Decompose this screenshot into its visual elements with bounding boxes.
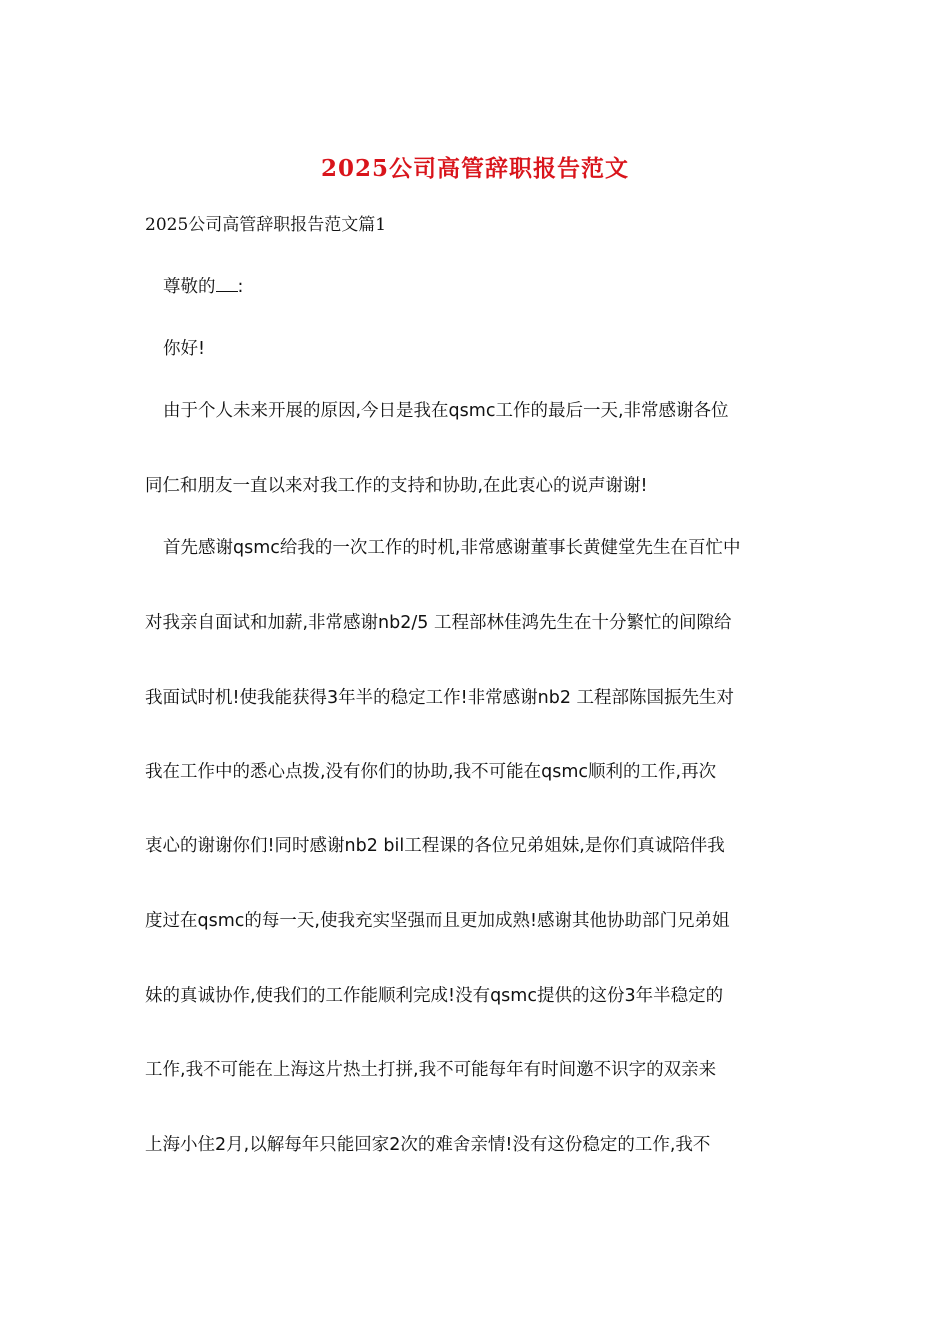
body-line: 上海小住2月,以解每年只能回家2次的难舍亲情!没有这份稳定的工作,我不 [145,1135,711,1155]
fill-in-blank [216,275,238,292]
section-heading: 2025公司高管辞职报告范文篇1 [145,215,387,235]
greeting-line [163,273,807,301]
body-line: 妹的真诚协作,使我们的工作能顺利完成!没有qsmc提供的这份3年半稳定的 [145,986,724,1006]
body-line: 由于个人未来开展的原因,今日是我在qsmc工作的最后一天,非常感谢各位 [163,401,729,421]
body-line: 首先感谢qsmc给我的一次工作的时机,非常感谢董事长黄健堂先生在百忙中 [163,538,741,558]
body-line: 工作,我不可能在上海这片热土打拼,我不可能每年有时间邀不识字的双亲来 [145,1060,717,1080]
document-title: 2025公司高管辞职报告范文 [320,155,629,182]
body-line: 同仁和朋友一直以来对我工作的支持和协助,在此衷心的说声谢谢! [145,476,648,496]
body-line: 我在工作中的悉心点拨,没有你们的协助,我不可能在qsmc顺利的工作,再次 [145,762,717,782]
salutation-line: 你好! [163,339,206,359]
body-line: 我面试时机!使我能获得3年半的稳定工作!非常感谢nb2 工程部陈国振先生对 [145,688,735,708]
body-line: 衷心的谢谢你们!同时感谢nb2 bil工程课的各位兄弟姐妹,是你们真诚陪伴我 [145,836,725,856]
greeting-text: 尊敬的 [163,277,216,297]
body-line: 度过在qsmc的每一天,使我充实坚强而且更加成熟!感谢其他协助部门兄弟姐 [145,911,730,931]
body-line: 对我亲自面试和加薪,非常感谢nb2/5 工程部林佳鸿先生在十分繁忙的间隙给 [145,613,732,633]
greeting-colon: : [237,277,244,297]
